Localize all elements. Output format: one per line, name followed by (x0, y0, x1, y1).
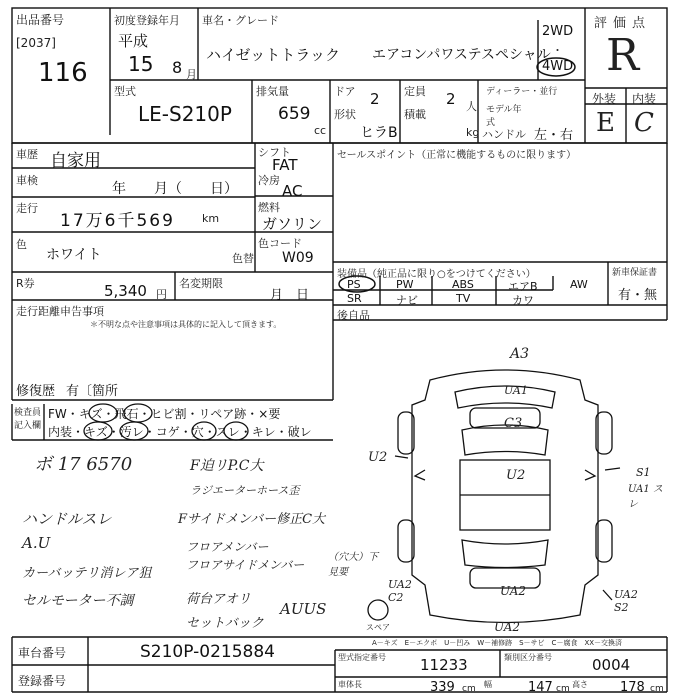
mark-front-a3: A3 (510, 346, 530, 362)
repair-value: 有〔箇所 (66, 384, 119, 399)
fuel-value: ガソリン (262, 215, 323, 233)
displacement-label: 排気量 (256, 85, 289, 98)
equipment-sr: SR (347, 292, 362, 305)
note-floor-member: フロアメンバー (186, 540, 269, 554)
mark-right-s1: S1 (636, 466, 651, 479)
note-setback: セットバック (186, 616, 264, 631)
note-hole-check: （穴大）下見要 (328, 552, 378, 578)
equipment-leather: カワ (512, 294, 534, 307)
inspection-value: 年 月（ 日） (112, 181, 238, 197)
color-change-label: 色替 (232, 252, 254, 265)
mark-left-u2: U2 (368, 450, 388, 465)
new-manual-value: 有・無 (618, 288, 658, 303)
note-au: A.U (22, 534, 51, 552)
doors: 2 (370, 90, 380, 108)
inspector-row-interior: 内装・キズ・汚レ・コゲ・穴・スレ・キレ・破レ (48, 425, 312, 439)
class-number: 0004 (592, 656, 631, 674)
shift-value: FAT (272, 156, 298, 174)
new-manual-label: 新車保証書 (612, 268, 658, 278)
type-designation: 11233 (420, 656, 468, 674)
yen-unit: 円 (156, 288, 167, 301)
color-code-label: 色コード (258, 237, 302, 250)
class-label: 類別区分番号 (504, 653, 552, 662)
mark-front-ua1: UA1 (504, 384, 528, 397)
registration-year: 15 (128, 52, 154, 76)
recycle-value: 5,340 (104, 282, 147, 300)
note-auus: AUUS (280, 600, 327, 618)
spare-label: スペア (366, 623, 390, 632)
car-grade: エアコンパワステスペシャル (372, 47, 551, 63)
fuel-label: 燃料 (258, 201, 280, 214)
drive-2wd: 2WD (542, 24, 574, 39)
inspector-row-exterior: FW・キズ・飛石・ヒビ割・リペア跡・×要 (48, 407, 281, 421)
displacement: 659 (278, 104, 311, 124)
type-designation-label: 型式指定番号 (338, 653, 386, 662)
mark-rear-ua2: UA2 (500, 584, 527, 598)
equipment-navi: ナビ (396, 294, 418, 307)
length-unit: cm (462, 684, 476, 694)
chassis-label: 車台番号 (18, 646, 67, 660)
car-name: ハイゼットトラック (206, 46, 340, 64)
month-suffix: 月 (186, 68, 197, 81)
equipment-tv: TV (456, 292, 471, 305)
width-unit: cm (556, 684, 570, 694)
note-front-pc: F迫リP.C大 (190, 458, 264, 474)
capacity-label: 定員 (404, 85, 426, 98)
damage-legend: A－キズ E－エクボ U－凹み W－補修跡 S－サビ C－腐食 XX－交換済 (372, 639, 623, 647)
lot-number: 116 (38, 58, 88, 88)
capacity: 2 (446, 90, 456, 108)
color-label: 色 (16, 238, 27, 251)
length-value: 339 (430, 680, 455, 695)
equipment-label: 装備品（純正品に限り○をつけてください） (337, 269, 536, 280)
note-floor-side-member: フロアサイドメンバー (186, 558, 305, 572)
mark-right-ua1: UA1 スレ (628, 484, 663, 510)
person-unit: 人 (466, 100, 477, 113)
handle-label: ハンドル (482, 128, 526, 141)
equipment-pw: PW (396, 278, 414, 291)
name-change-value: 月 日 (270, 288, 310, 303)
equipment-aw: AW (570, 278, 588, 291)
lot-code: [2037] (16, 36, 56, 50)
ac-label: 冷房 (258, 174, 280, 187)
equipment-ps: PS (347, 278, 361, 291)
width-label: 幅 (484, 680, 492, 689)
note-battery: カーバッテリ消レア狙 (22, 566, 152, 581)
recycle-label: R券 (16, 277, 35, 290)
inspection-label: 車検 (16, 174, 38, 187)
height-label: 高さ (572, 680, 588, 689)
name-change-label: 名変期限 (179, 277, 223, 290)
note-starter: セルモーター不調 (22, 593, 134, 609)
mark-bottom-ua2: UA2 (494, 620, 521, 634)
note-odometer: ボ 17 6570 (34, 454, 133, 475)
exterior-label: 外装 (592, 92, 617, 106)
note-handle-wear: ハンドルスレ (22, 510, 112, 528)
rating-value: R (606, 30, 640, 81)
rear-seat-label: 後自品 (337, 309, 370, 322)
sales-point-label: セールスポイント（正常に機能するものに限ります） (337, 150, 577, 161)
equipment-airbag: エアB (508, 280, 538, 293)
mileage-label: 走行 (16, 202, 38, 215)
history-value: 自家用 (50, 151, 101, 171)
height-unit: cm (650, 684, 664, 694)
registration-month: 8 (172, 58, 183, 77)
load-label: 積載 (404, 108, 426, 121)
doors-label: ドア (334, 85, 356, 98)
km-unit: km (202, 212, 220, 225)
handle-value: 左・右 (534, 128, 574, 143)
note-front-member: Fサイドメンバー修正C大 (178, 512, 326, 527)
note-radiator: ラジエーターホース歪 (190, 484, 300, 497)
interior-grade: C (634, 108, 654, 138)
declaration-note: ＊不明な点や注意事項は具体的に記入して頂きます。 (90, 320, 282, 329)
exterior-grade: E (596, 108, 615, 138)
ac-value: AC (282, 182, 303, 200)
model-code: LE-S210P (138, 102, 232, 126)
kg-unit: kg (466, 126, 480, 139)
width-value: 147 (528, 680, 553, 695)
height-value: 178 (620, 680, 645, 695)
mark-rear-left-ua2: UA2 C2 (388, 578, 412, 604)
model-label: 型式 (114, 85, 136, 98)
interior-label: 内装 (632, 92, 657, 106)
mark-bed-u2: U2 (506, 468, 526, 483)
mark-roof-c3: C3 (504, 416, 523, 431)
shift-label: シフト (258, 146, 291, 159)
rating-label: 評価点 (594, 16, 652, 31)
chassis-number: S210P-0215884 (140, 642, 275, 662)
lot-number-label: 出品番号 (16, 13, 65, 27)
mileage-value: 17万6千569 (60, 211, 175, 231)
color-value: ホワイト (46, 247, 102, 263)
first-registration-label: 初度登録年月 (114, 14, 180, 27)
name-grade-label: 車名・グレード (202, 14, 279, 27)
equipment-abs: ABS (452, 278, 474, 291)
cc-unit: cc (314, 124, 327, 137)
inspector-label: 検査員記入欄 (14, 408, 42, 431)
length-label: 車体長 (338, 680, 362, 689)
dealer-label: ディーラー・並行 (486, 87, 558, 97)
registration-label: 登録番号 (18, 674, 67, 688)
model-year-label: モデル年式 (486, 105, 522, 128)
note-bed-gate: 荷台アオリ (186, 592, 251, 607)
drive-4wd: 4WD (542, 59, 574, 74)
era: 平成 (118, 32, 149, 50)
history-label: 車歴 (16, 148, 38, 161)
color-code-value: W09 (282, 250, 314, 266)
declaration-label: 走行距離申告事項 (16, 305, 104, 318)
mark-rear-right-ua2: UA2 S2 (614, 588, 638, 614)
body-shape: ヒラB (360, 125, 398, 141)
repair-label: 修復歴 (16, 384, 56, 399)
shape-label: 形状 (334, 108, 356, 121)
